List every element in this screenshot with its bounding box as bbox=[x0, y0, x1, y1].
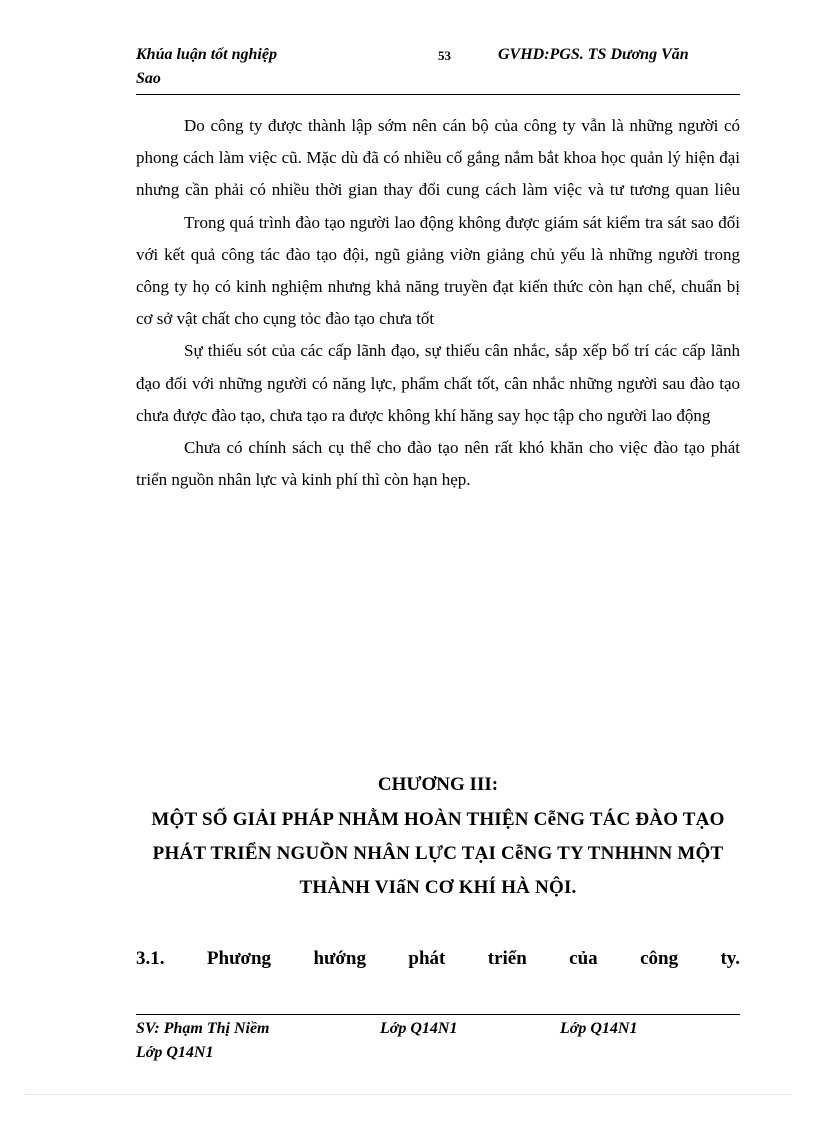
chapter-label: CHƯƠNG III: bbox=[377, 774, 499, 795]
header-advisor: GVHD:PGS. TS Dương Văn bbox=[498, 46, 689, 63]
paragraph: Do công ty được thành lập sớm nên cán bộ của công ty vẫn là những người có phong cách làm việc cũ. Mặc dù đã có nhiều cố gắng nắm bắt khoa học quản lý hiện đại nhưng cần phải có nhiều thời gian thay đổi cung cách làm việc và tư tương quan liêu bbox=[136, 116, 740, 200]
chapter-title: MỘT SỐ GIẢI PHÁP NHẰM HOÀN THIỆN CễNG TÁC ĐÀO TẠO PHÁT TRIỂN NGUỒN NHÂN LỰC TẠI CễNG TY TNHHNN MỘT THÀNH VIấN CƠ KHÍ HÀ NỘI. bbox=[151, 809, 725, 898]
header-thesis-label: Khúa luận tốt nghiệp bbox=[136, 46, 277, 63]
page-footer bbox=[136, 1018, 740, 1068]
footer-class: Lớp Q14N1 bbox=[136, 1044, 214, 1061]
page-bottom-border bbox=[24, 1094, 792, 1095]
page-number: 53 bbox=[438, 48, 451, 63]
paragraph: Chưa có chính sách cụ thể cho đào tạo nên rất khó khăn cho việc đào tạo phát triển nguồn nhân lực và kinh phí thì còn hạn hẹp. bbox=[136, 438, 740, 490]
section-heading: 3.1. Phương hướng phát triển của công ty. bbox=[136, 948, 740, 969]
header-advisor-continued: Sao bbox=[136, 70, 161, 87]
footer-class: Lớp Q14N1 bbox=[560, 1020, 638, 1037]
footer-student: SV: Phạm Thị Niềm bbox=[136, 1020, 270, 1037]
footer-class: Lớp Q14N1 bbox=[380, 1020, 458, 1037]
chapter-heading bbox=[136, 768, 740, 905]
paragraph: Sự thiếu sót của các cấp lãnh đạo, sự thiếu cân nhắc, sắp xếp bố trí các cấp lãnh đạo đối với những người có năng lực, phẩm chất tốt, cân nhắc những người sau đào tạo chưa được đào tạo, chưa tạo ra được không khí hăng say học tập cho người lao động bbox=[136, 341, 740, 425]
body-text bbox=[136, 110, 740, 496]
header-divider bbox=[136, 94, 740, 95]
footer-divider bbox=[136, 1014, 740, 1015]
page-header bbox=[136, 44, 740, 94]
paragraph: Trong quá trình đào tạo người lao động không được giám sát kiểm tra sát sao đối với kết quả công tác đào tạo đội, ngũ giảng viờn giảng chủ yếu là những người trong công ty họ có kinh nghiệm nhưng khả năng truyền đạt kiến thức còn hạn chế, chuẩn bị cơ sở vật chất cho cụng tỏc đào tạo chưa tốt bbox=[136, 212, 740, 329]
